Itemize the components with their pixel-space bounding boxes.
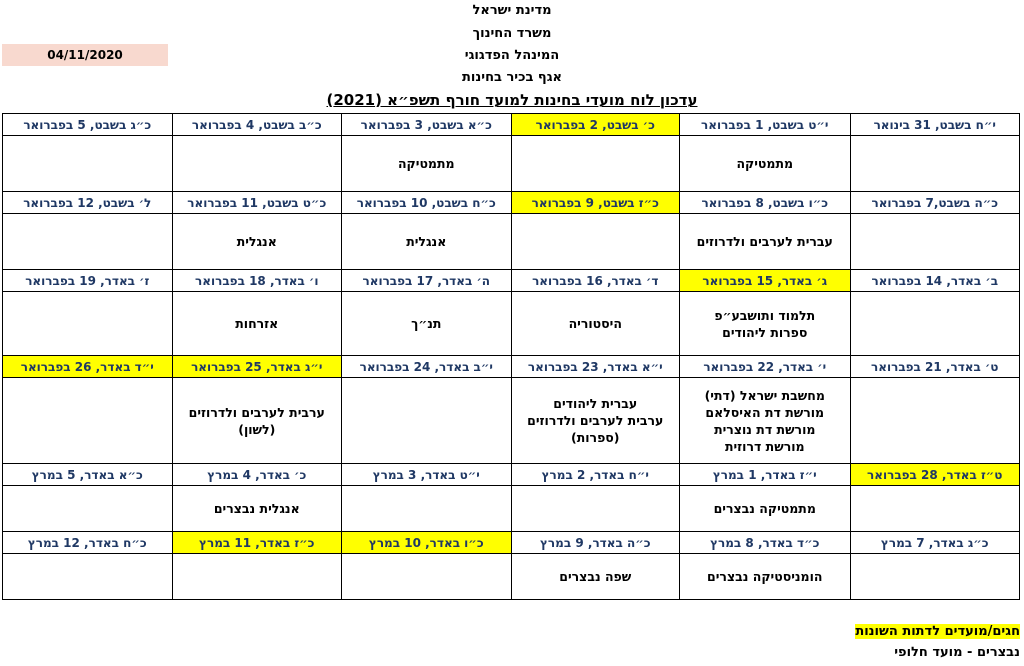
exam-cell	[850, 554, 1020, 600]
date-cell: ה׳ באדר, 17 בפברואר	[342, 270, 512, 292]
exam-subject: מתמטיקה נבצרים	[713, 501, 816, 516]
date-cell: ז׳ באדר, 19 בפברואר	[3, 270, 173, 292]
date-cell: כ״ד באדר, 8 במרץ	[680, 532, 851, 554]
exam-cell	[3, 486, 173, 532]
header-administration: המינהל הפדגוגי	[464, 48, 560, 63]
header-state: מדינת ישראל	[472, 3, 552, 18]
date-cell: כ״א בשבט, 3 בפברואר	[342, 114, 512, 136]
date-cell: כ״ח בשבט, 10 בפברואר	[342, 192, 512, 214]
exam-subject: מורשת דת נוצרית	[714, 421, 816, 437]
date-row	[3, 114, 1020, 136]
exam-subject: הומניסטיקה נבצרים	[707, 569, 823, 584]
exam-cell	[3, 554, 173, 600]
date-cell: כ״ה באדר, 9 במרץ	[511, 532, 679, 554]
exam-subject: מתמטיקה	[397, 156, 455, 171]
date-cell: י״ט בשבט, 1 בפברואר	[680, 114, 851, 136]
exam-subject: עברית ליהודים	[553, 396, 638, 411]
date-row	[3, 270, 1020, 292]
exam-cell	[3, 292, 173, 356]
date-cell: ו׳ באדר, 18 בפברואר	[172, 270, 342, 292]
exam-subject: שפה נבצרים	[559, 569, 632, 584]
exam-subject: תנ״ך	[411, 316, 442, 331]
exam-cell	[172, 554, 342, 600]
exam-subject: (ספרות)	[571, 430, 620, 445]
exam-cell	[850, 214, 1020, 270]
header-ministry: משרד החינוך	[472, 26, 552, 41]
exam-cell	[850, 486, 1020, 532]
exam-cell	[342, 486, 512, 532]
exam-subject: אנגלית נבצרים	[213, 501, 300, 516]
date-cell: י״ב באדר, 24 בפברואר	[342, 356, 512, 378]
date-cell: כ״ו באדר, 10 במרץ	[342, 532, 512, 554]
exam-cell	[680, 554, 851, 600]
date-cell: ב׳ באדר, 14 בפברואר	[850, 270, 1020, 292]
exam-row	[3, 378, 1020, 464]
date-cell: כ״ה בשבט,7 בפברואר	[850, 192, 1020, 214]
exam-row	[3, 136, 1020, 192]
date-cell: כ״ז באדר, 11 במרץ	[172, 532, 342, 554]
date-cell: י״ח בשבט, 31 בינואר	[850, 114, 1020, 136]
exam-row	[3, 554, 1020, 600]
exam-cell	[511, 378, 679, 464]
date-cell: כ״ח באדר, 12 במרץ	[3, 532, 173, 554]
exam-subject: היסטוריה	[568, 316, 622, 331]
date-cell: י״ז באדר, 1 במרץ	[680, 464, 851, 486]
exam-cell	[342, 136, 512, 192]
exam-subject: אזרחות	[235, 316, 279, 331]
exam-subject: מחשבת ישראל (דתי)	[704, 387, 825, 403]
exam-schedule-table	[2, 113, 1020, 600]
exam-cell	[342, 378, 512, 464]
exam-cell	[3, 214, 173, 270]
exam-subject: ערבית לערבים ולדרוזים	[527, 413, 664, 428]
exam-cell	[511, 554, 679, 600]
date-cell: ט׳ באדר, 21 בפברואר	[850, 356, 1020, 378]
exam-cell	[680, 292, 851, 356]
date-cell: כ״ו בשבט, 8 בפברואר	[680, 192, 851, 214]
exam-row	[3, 214, 1020, 270]
exam-subject: אנגלית	[236, 234, 277, 249]
document-date: 04/11/2020	[2, 44, 168, 66]
exam-cell	[172, 136, 342, 192]
exam-cell	[511, 214, 679, 270]
exam-cell	[850, 136, 1020, 192]
exam-cell	[172, 214, 342, 270]
date-row	[3, 192, 1020, 214]
exam-subject: מתמטיקה	[736, 156, 794, 171]
date-cell: ד׳ באדר, 16 בפברואר	[511, 270, 679, 292]
date-cell: כ׳ בשבט, 2 בפברואר	[511, 114, 679, 136]
date-cell: י״א באדר, 23 בפברואר	[511, 356, 679, 378]
exam-cell	[680, 486, 851, 532]
exam-row	[3, 292, 1020, 356]
date-cell: ג׳ באדר, 15 בפברואר	[680, 270, 851, 292]
exam-cell	[172, 486, 342, 532]
exam-cell	[172, 292, 342, 356]
date-cell: ט״ז באדר, 28 בפברואר	[850, 464, 1020, 486]
date-cell: כ״ז בשבט, 9 בפברואר	[511, 192, 679, 214]
date-row	[3, 464, 1020, 486]
document-title: עדכון לוח מועדי בחינות למועד חורף תשפ״א (2021)	[326, 91, 698, 109]
legend-alternate: נבצרים - מועד חלופי	[894, 645, 1020, 660]
date-cell: י״ד באדר, 26 בפברואר	[3, 356, 173, 378]
legend-holidays: חגים/מועדים לדתות השונות	[855, 624, 1020, 639]
exam-subject: ספרות ליהודים	[722, 324, 808, 340]
exam-subject: מורשת דרוזית	[724, 438, 805, 454]
exam-subject: עברית לערבים ולדרוזים	[696, 234, 833, 249]
exam-cell	[511, 486, 679, 532]
exam-subject: ערבית לערבים ולדרוזים	[188, 404, 325, 420]
exam-cell	[342, 214, 512, 270]
date-cell: כ״א באדר, 5 במרץ	[3, 464, 173, 486]
exam-subject: תלמוד ותושבע״פ	[714, 307, 816, 323]
exam-cell	[680, 214, 851, 270]
exam-subject: מורשת דת האיסלאם	[705, 404, 825, 420]
exam-cell	[342, 554, 512, 600]
exam-cell	[511, 292, 679, 356]
exam-cell	[680, 378, 851, 464]
date-cell: י״ג באדר, 25 בפברואר	[172, 356, 342, 378]
exam-cell	[172, 378, 342, 464]
date-cell: י״ט באדר, 3 במרץ	[342, 464, 512, 486]
date-row	[3, 356, 1020, 378]
exam-cell	[850, 378, 1020, 464]
date-cell: י״ח באדר, 2 במרץ	[511, 464, 679, 486]
date-cell: ל׳ בשבט, 12 בפברואר	[3, 192, 173, 214]
exam-cell	[850, 292, 1020, 356]
exam-cell	[680, 136, 851, 192]
date-row	[3, 532, 1020, 554]
exam-subject: (לשון)	[238, 421, 276, 437]
legend	[855, 624, 1020, 666]
header-department: אגף בכיר בחינות	[462, 70, 562, 85]
date-cell: כ״ט בשבט, 11 בפברואר	[172, 192, 342, 214]
exam-row	[3, 486, 1020, 532]
exam-cell	[3, 136, 173, 192]
exam-cell	[342, 292, 512, 356]
date-cell: כ״ג באדר, 7 במרץ	[850, 532, 1020, 554]
exam-subject: אנגלית	[406, 234, 447, 249]
date-cell: כ״ג בשבט, 5 בפברואר	[3, 114, 173, 136]
exam-cell	[3, 378, 173, 464]
exam-cell	[511, 136, 679, 192]
date-cell: י׳ באדר, 22 בפברואר	[680, 356, 851, 378]
date-cell: כ׳ באדר, 4 במרץ	[172, 464, 342, 486]
date-cell: כ״ב בשבט, 4 בפברואר	[172, 114, 342, 136]
